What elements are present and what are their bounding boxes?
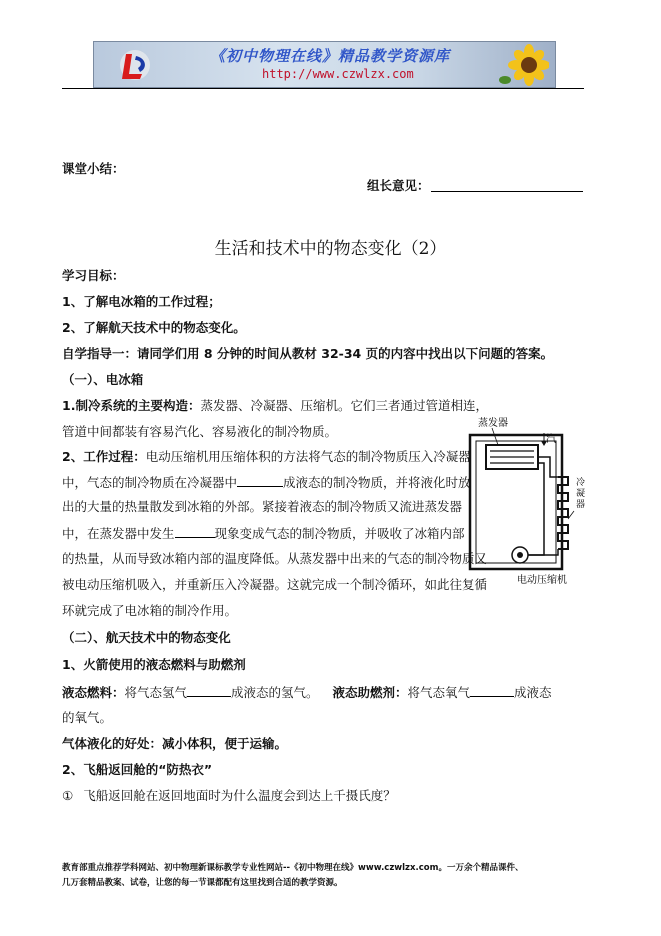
leader-opinion-label: 组长意见：	[367, 178, 430, 193]
oxidizer-line-2: 的氧气。	[62, 710, 113, 725]
structure-text: 蒸发器、冷凝器、压缩机。它们三者通过管道相连，	[200, 398, 488, 413]
footer-line-1: 教育部重点推荐学科网站、初中物理新课标教学专业性网站--《初中物理在线》www.czwlzx.com。一万余个精品课件、	[62, 863, 524, 873]
process-line-5: 的热量，从而导致冰箱内部的温度降低。从蒸发器中出来的气态的制冷物质又	[62, 551, 488, 566]
question-1	[62, 788, 396, 804]
condenser-label	[576, 476, 585, 510]
objective-item: 2、了解航天技术中的物态变化。	[62, 320, 246, 335]
process-line-2	[62, 474, 471, 491]
fuel-text: 将气态氢气	[124, 685, 188, 700]
objective-item: 1、了解电冰箱的工作过程；	[62, 294, 221, 309]
structure-label: 1.制冷系统的主要构造：	[62, 398, 201, 413]
answer-blank[interactable]	[175, 525, 215, 538]
banner-url: http://www.czwlzx.com	[262, 67, 414, 81]
liquid-fuel-label: 液态燃料：	[62, 685, 125, 700]
evaporator-label: 蒸发器	[478, 418, 508, 429]
process-line-4	[62, 525, 465, 542]
liquefaction-benefit: 气体液化的好处：减小体积，便于运输。	[62, 736, 288, 751]
compressor-label: 电动压缩机	[517, 575, 567, 586]
pipe	[538, 457, 558, 477]
process-label: 2、工作过程：	[62, 449, 146, 464]
structure-line-2: 管道中间都装有容易汽化、容易液化的制冷物质。	[62, 424, 338, 439]
process-text: 中，在蒸发器中发生	[62, 526, 175, 541]
question-marker: ①	[62, 788, 74, 803]
evaporator-pointer	[492, 428, 498, 445]
process-line-3: 出的大量的热量散发到冰箱的外部。紧接着液态的制冷物质又流进蒸发器	[62, 499, 463, 514]
evaporator-coils	[490, 451, 534, 463]
liquid-oxidizer-label: 液态助燃剂：	[332, 685, 408, 700]
fridge-diagram	[460, 415, 590, 591]
sunflower-icon	[499, 44, 549, 86]
svg-text:凝: 凝	[576, 489, 586, 499]
subheading-heat-shield: 2、飞船返回舱的“防热衣”	[62, 762, 213, 777]
answer-blank[interactable]	[470, 684, 514, 697]
oxidizer-text: 将气态氧气	[407, 685, 471, 700]
structure-line-1	[62, 398, 488, 414]
fuel-text: 成液态的氢气。	[231, 685, 319, 700]
leader-opinion-line	[431, 191, 583, 192]
footer-line-2: 几万套精品教案、试卷，让您的每一节课都配有这里找到合适的教学资源。	[62, 878, 343, 888]
banner-title: 《初中物理在线》精品教学资源库	[210, 47, 451, 65]
section-heading-aerospace: （二）、航天技术中的物态变化	[62, 630, 231, 645]
process-text: 电动压缩机用压缩体积的方法将气态的制冷物质压入冷凝器	[145, 449, 471, 464]
answer-blank[interactable]	[187, 684, 231, 697]
subheading-fuel: 1、火箭使用的液态燃料与助燃剂	[62, 657, 246, 672]
summary-label: 课堂小结：	[62, 161, 125, 176]
section-heading-fridge: （一）、电冰箱	[62, 372, 144, 387]
svg-text:器: 器	[576, 500, 586, 510]
question-text: 飞船返回舱在返回地面时为什么温度会到达上千摄氏度？	[83, 788, 396, 803]
pipe	[526, 463, 544, 555]
process-text: 成液态的制冷物质，并将液化时放	[283, 475, 471, 490]
self-study-guide: 自学指导一：请同学们用 8 分钟的时间从教材 32-34 页的内容中找出以下问题的答案。	[62, 346, 554, 361]
header-divider	[62, 88, 584, 89]
oxidizer-text: 成液态	[514, 685, 552, 700]
process-line-6: 被电动压缩机吸入，并重新压入冷凝器。这就完成一个制冷循环，如此往复循	[62, 577, 488, 592]
document-title: 生活和技术中的物态变化（2）	[214, 239, 447, 259]
answer-blank[interactable]	[237, 474, 283, 487]
header-banner	[93, 41, 556, 88]
compressor-core	[517, 552, 523, 558]
pipe	[528, 549, 558, 555]
process-line-7: 环就完成了电冰箱的制冷作用。	[62, 603, 238, 618]
objectives-heading: 学习目标：	[62, 268, 125, 283]
process-line-1	[62, 449, 471, 465]
svg-text:冷: 冷	[576, 478, 586, 488]
process-text: 现象变成气态的制冷物质，并吸收了冰箱内部	[214, 526, 465, 541]
process-text: 中，气态的制冷物质在冷凝器中	[62, 475, 238, 490]
vapor-label: 汽	[546, 434, 556, 445]
fuel-line	[62, 684, 552, 701]
site-logo-icon	[118, 48, 152, 82]
